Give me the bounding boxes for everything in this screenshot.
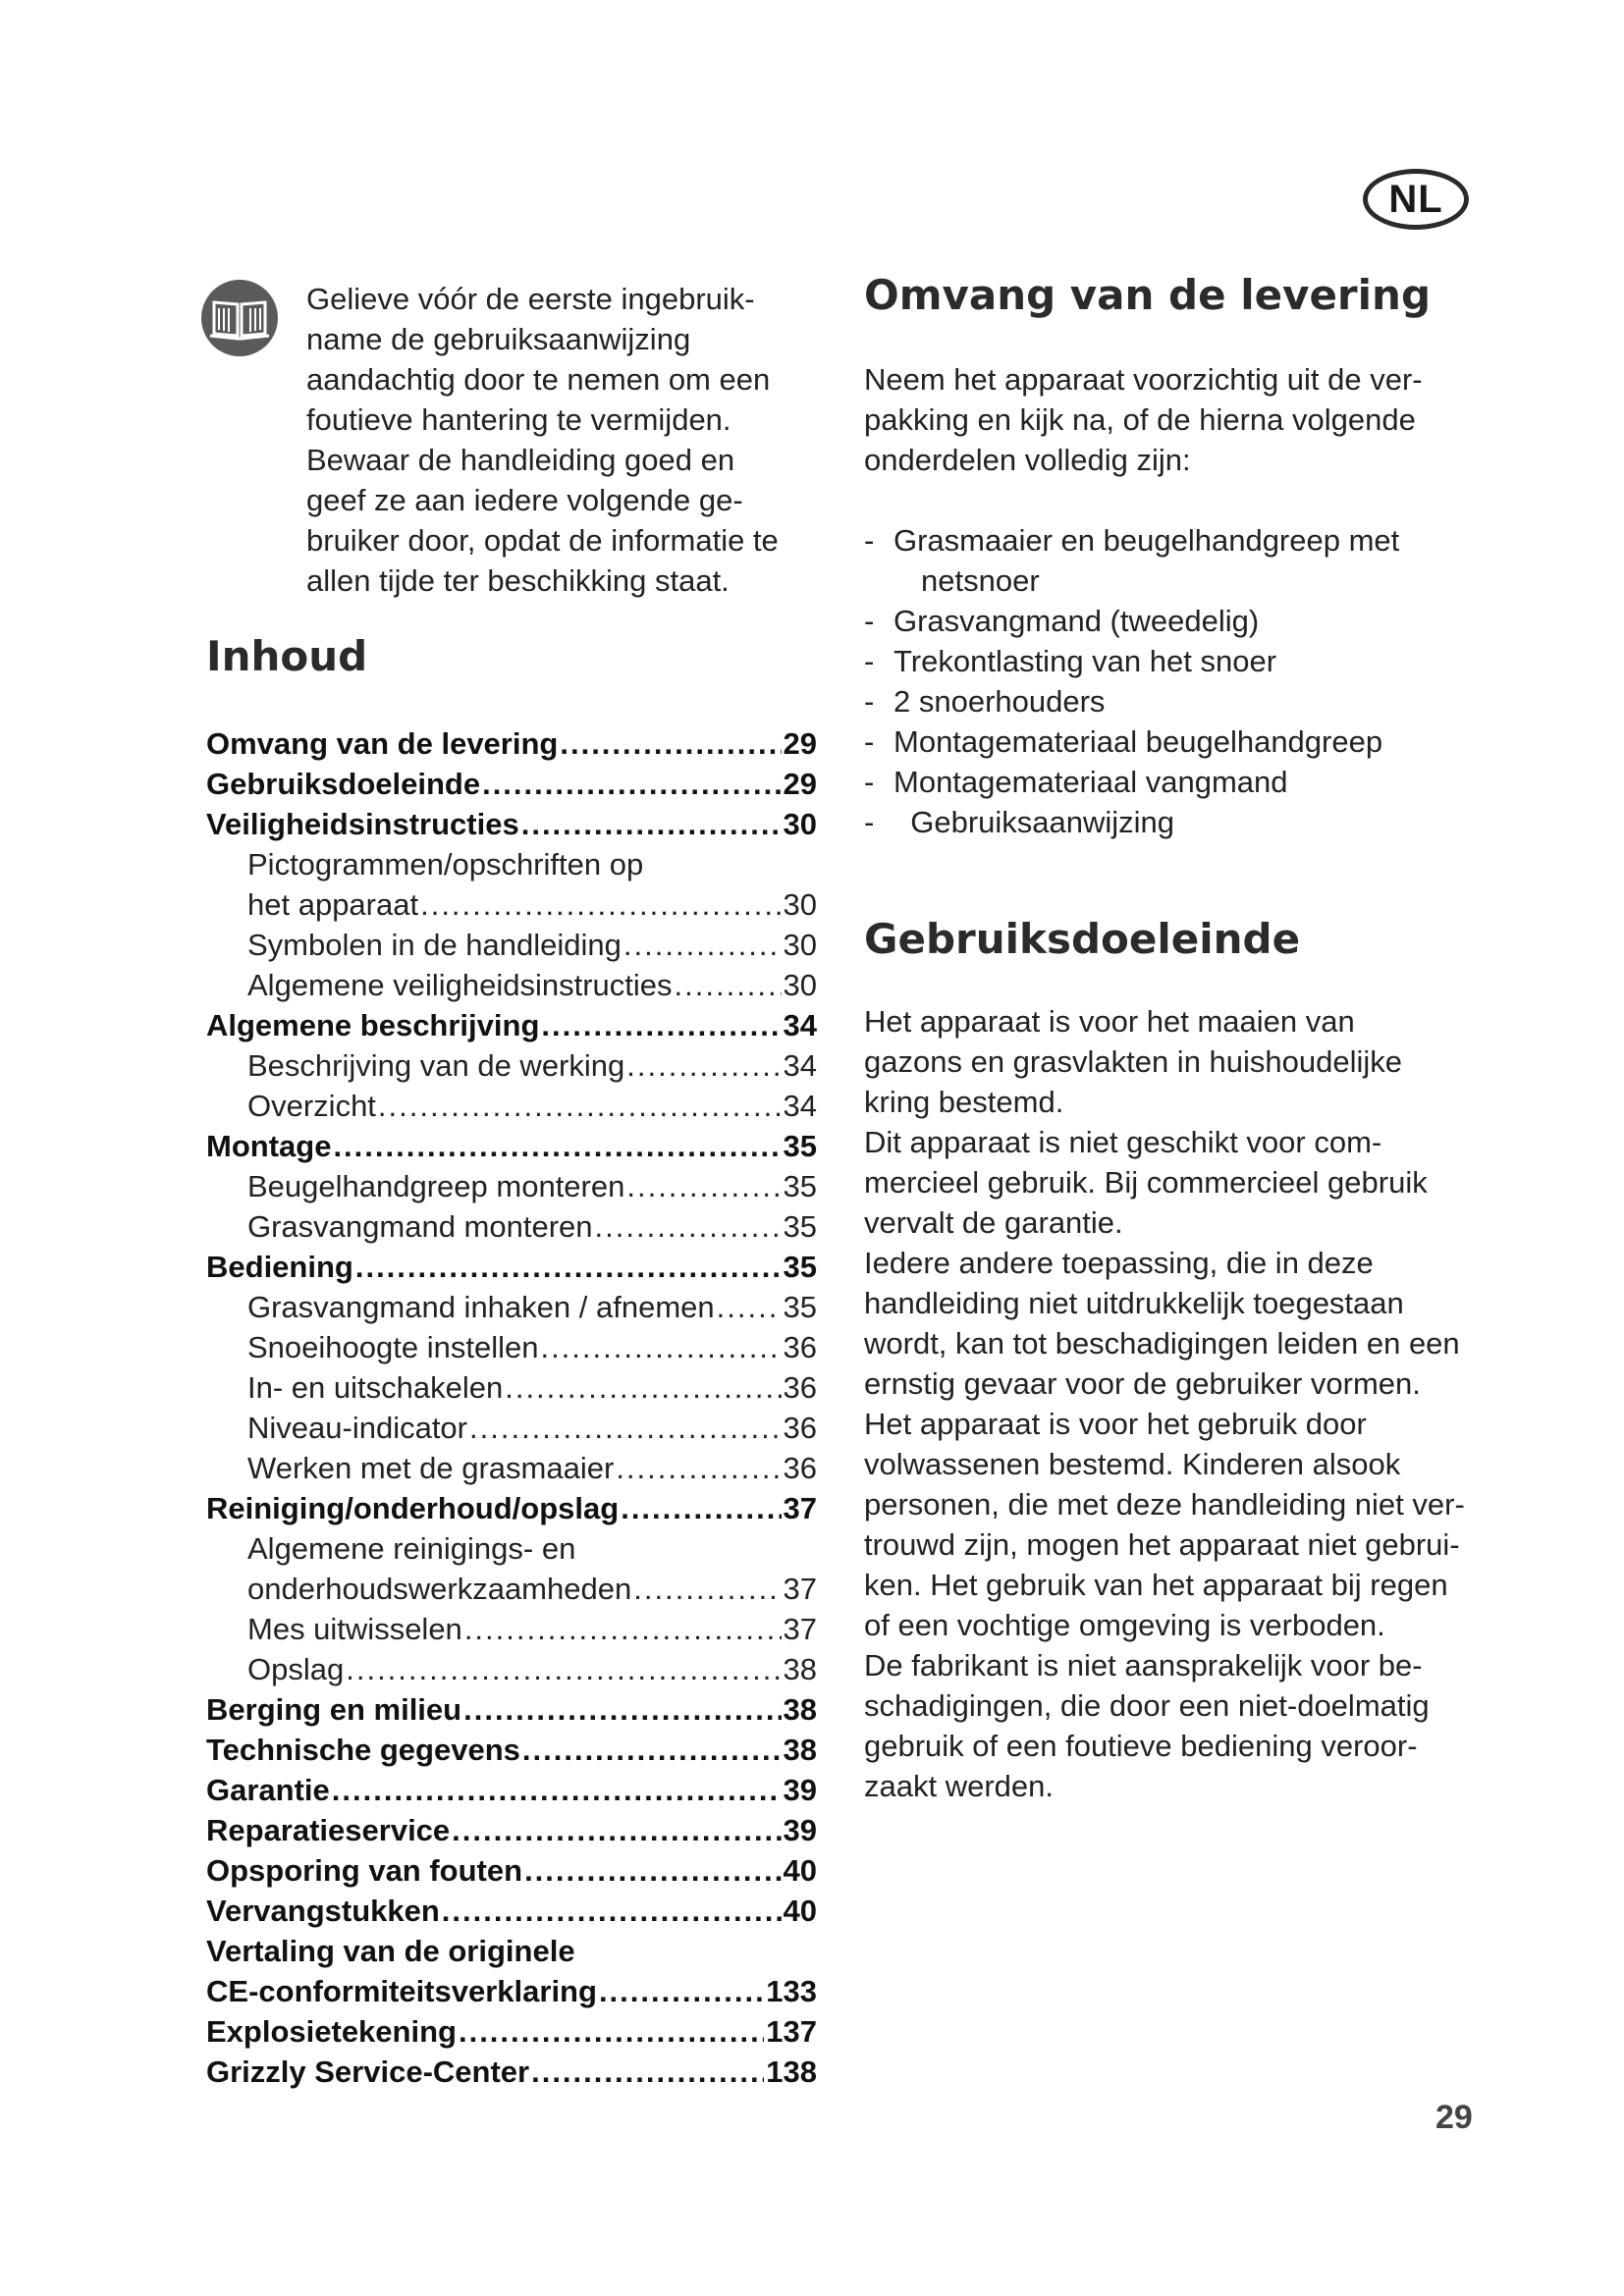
toc-leader-dots bbox=[599, 1971, 764, 2011]
toc-entry bbox=[206, 1488, 817, 1528]
usage-line: zaakt werden. bbox=[864, 1769, 1054, 1803]
usage-line: of een vochtige omgeving is verboden. bbox=[864, 1608, 1385, 1642]
toc-entry bbox=[206, 2052, 817, 2092]
list-bullet: - bbox=[864, 724, 875, 759]
toc-entry bbox=[206, 804, 817, 844]
toc-entry bbox=[206, 1891, 817, 1931]
toc-leader-dots bbox=[333, 1126, 781, 1166]
toc-entry-label: Vervangstukken bbox=[206, 1894, 440, 1928]
toc-entry bbox=[206, 2011, 817, 2052]
list-bullet: - bbox=[864, 523, 875, 558]
delivery-list-item bbox=[864, 721, 1492, 762]
toc-leader-dots bbox=[521, 804, 782, 844]
toc-entry bbox=[206, 1609, 817, 1649]
list-bullet: - bbox=[864, 684, 875, 719]
usage-line: Dit apparaat is niet geschikt voor com- bbox=[864, 1125, 1382, 1159]
toc-entry-page: 34 bbox=[783, 1089, 817, 1123]
toc-leader-dots bbox=[464, 1609, 782, 1649]
toc-leader-dots bbox=[531, 2052, 764, 2092]
toc-entry-page: 36 bbox=[783, 1370, 817, 1405]
toc-entry-page: 37 bbox=[783, 1612, 817, 1646]
toc-entry-label: Opsporing van fouten bbox=[206, 1853, 523, 1888]
toc-entry bbox=[206, 1166, 817, 1206]
delivery-item-text: Grasmaaier en beugelhandgreep met bbox=[893, 523, 1400, 558]
delivery-intro-line: pakking en kijk na, of de hierna volgende bbox=[864, 402, 1416, 437]
toc-leader-dots bbox=[541, 1005, 781, 1045]
toc-entry-label: CE-conformiteitsverklaring bbox=[206, 1974, 597, 2008]
delivery-intro bbox=[864, 359, 1492, 480]
toc-entry-label: Veiligheidsinstructies bbox=[206, 807, 519, 841]
toc-entry-page: 133 bbox=[766, 1974, 817, 2008]
toc-entry bbox=[206, 1931, 817, 1971]
toc-entry bbox=[206, 1206, 817, 1247]
delivery-list-item bbox=[864, 762, 1492, 802]
delivery-intro-line: Neem het apparaat voorzichtig uit de ver- bbox=[864, 362, 1423, 397]
toc-entry-label: het apparaat bbox=[247, 887, 419, 922]
toc-entry-label: Snoeihoogte instellen bbox=[247, 1330, 539, 1364]
toc-entry-page: 38 bbox=[783, 1652, 817, 1686]
toc-entry-page: 30 bbox=[783, 887, 817, 922]
delivery-list bbox=[864, 520, 1492, 842]
delivery-item-text: Gebruiksaanwijzing bbox=[893, 805, 1175, 839]
toc-entry-label: Pictogrammen/opschriften op bbox=[247, 847, 644, 881]
toc-entry-page: 40 bbox=[783, 1853, 817, 1888]
intro-line: name de gebruiksaanwijzing bbox=[306, 322, 691, 356]
toc-entry-page: 38 bbox=[783, 1692, 817, 1727]
usage-line: handleiding niet uitdrukkelijk toegestaan bbox=[864, 1286, 1404, 1320]
toc-leader-dots bbox=[621, 1488, 781, 1528]
toc-leader-dots bbox=[452, 1810, 781, 1850]
toc-entry-label: Opslag bbox=[247, 1652, 345, 1686]
toc-entry-label: In- en uitschakelen bbox=[247, 1370, 504, 1405]
toc-entry-page: 35 bbox=[783, 1250, 817, 1284]
delivery-list-item bbox=[864, 681, 1492, 721]
toc-leader-dots bbox=[459, 2011, 764, 2052]
usage-line: ken. Het gebruik van het apparaat bij regen bbox=[864, 1568, 1448, 1602]
toc-entry-page: 34 bbox=[783, 1008, 817, 1042]
delivery-intro-line: onderdelen volledig zijn: bbox=[864, 443, 1191, 477]
toc-entry-label: Gebruiksdoeleinde bbox=[206, 767, 481, 801]
toc-entry bbox=[206, 1971, 817, 2011]
toc-leader-dots bbox=[595, 1206, 782, 1247]
toc-entry bbox=[206, 1086, 817, 1126]
toc-entry-page: 36 bbox=[783, 1411, 817, 1445]
list-bullet: - bbox=[864, 805, 875, 839]
toc-entry-label: Montage bbox=[206, 1129, 332, 1163]
toc-leader-dots bbox=[420, 884, 781, 925]
toc-leader-dots bbox=[332, 1770, 782, 1810]
usage-line: mercieel gebruik. Bij commercieel gebruik bbox=[864, 1165, 1428, 1200]
intro-line: Gelieve vóór de eerste ingebruik- bbox=[306, 282, 755, 316]
toc-entry-page: 37 bbox=[783, 1491, 817, 1525]
toc-entry-page: 35 bbox=[783, 1169, 817, 1203]
delivery-item-text: Montagemateriaal vangmand bbox=[893, 765, 1288, 799]
toc-entry bbox=[206, 1569, 817, 1609]
toc-entry-label: Grasvangmand monteren bbox=[247, 1209, 593, 1244]
usage-line: schadigingen, die door een niet-doelmatig bbox=[864, 1688, 1430, 1723]
toc-entry-page: 39 bbox=[783, 1813, 817, 1847]
intro-line: allen tijde ter beschikking staat. bbox=[306, 563, 730, 598]
toc-leader-dots bbox=[540, 1327, 781, 1367]
usage-line: Het apparaat is voor het maaien van bbox=[864, 1004, 1355, 1039]
toc-entry-label: Symbolen in de handleiding bbox=[247, 928, 622, 962]
delivery-item-text: Montagemateriaal beugelhandgreep bbox=[893, 724, 1383, 759]
toc-entry-label: Beschrijving van de werking bbox=[247, 1048, 625, 1083]
toc-leader-dots bbox=[522, 1730, 782, 1770]
toc-entry bbox=[206, 1810, 817, 1850]
toc-entry-label: Niveau-indicator bbox=[247, 1411, 467, 1445]
toc-entry-label: Grizzly Service-Center bbox=[206, 2055, 530, 2089]
toc-entry bbox=[206, 1408, 817, 1448]
toc-entry-label: Algemene reinigings- en bbox=[247, 1531, 576, 1566]
usage-line: volwassenen bestemd. Kinderen alsook bbox=[864, 1447, 1401, 1481]
toc-entry bbox=[206, 1448, 817, 1488]
usage-paragraph bbox=[864, 1001, 1492, 1806]
toc-leader-dots bbox=[675, 965, 782, 1005]
toc-entry bbox=[206, 723, 817, 764]
delivery-list-item bbox=[864, 641, 1492, 681]
usage-title: Gebruiksdoeleinde bbox=[864, 915, 1301, 963]
usage-line: Het apparaat is voor het gebruik door bbox=[864, 1407, 1367, 1441]
intro-line: geef ze aan iedere volgende ge- bbox=[306, 483, 743, 517]
toc-leader-dots bbox=[616, 1448, 781, 1488]
delivery-item-text: Trekontlasting van het snoer bbox=[893, 644, 1277, 678]
toc-entry-label: Reparatieservice bbox=[206, 1813, 451, 1847]
toc-entry-page: 37 bbox=[783, 1572, 817, 1606]
delivery-title: Omvang van de levering bbox=[864, 271, 1432, 319]
toc-leader-dots bbox=[560, 723, 781, 764]
usage-line: De fabrikant is niet aansprakelijk voor be- bbox=[864, 1648, 1423, 1682]
list-bullet: - bbox=[864, 644, 875, 678]
toc-entry bbox=[206, 1126, 817, 1166]
toc-entry-label: Berging en milieu bbox=[206, 1692, 462, 1727]
toc-entry bbox=[206, 1327, 817, 1367]
toc-entry bbox=[206, 1045, 817, 1086]
toc-entry bbox=[206, 1649, 817, 1689]
usage-line: Iedere andere toepassing, die in deze bbox=[864, 1246, 1374, 1280]
list-bullet: - bbox=[864, 604, 875, 638]
toc-entry bbox=[206, 1287, 817, 1327]
delivery-list-item bbox=[864, 802, 1492, 842]
toc-entry bbox=[206, 1247, 817, 1287]
usage-line: gazons en grasvlakten in huishoudelijke bbox=[864, 1044, 1403, 1079]
intro-paragraph bbox=[306, 279, 837, 601]
toc-entry-label: Bediening bbox=[206, 1250, 353, 1284]
toc-leader-dots bbox=[633, 1569, 781, 1609]
toc-leader-dots bbox=[524, 1850, 781, 1891]
toc-leader-dots bbox=[717, 1287, 782, 1327]
toc-entry bbox=[206, 764, 817, 804]
intro-line: Bewaar de handleiding goed en bbox=[306, 443, 735, 477]
toc-entry-page: 34 bbox=[783, 1048, 817, 1083]
toc-entry bbox=[206, 884, 817, 925]
toc-entry-page: 35 bbox=[783, 1290, 817, 1324]
toc-entry-page: 36 bbox=[783, 1330, 817, 1364]
intro-line: aandachtig door te nemen om een bbox=[306, 362, 771, 397]
toc-entry-label: Vertaling van de originele bbox=[206, 1934, 575, 1968]
intro-line: bruiker door, opdat de informatie te bbox=[306, 523, 779, 558]
usage-line: vervalt de garantie. bbox=[864, 1205, 1123, 1240]
toc-entry-label: Technische gegevens bbox=[206, 1733, 520, 1767]
toc-entry-page: 138 bbox=[766, 2055, 817, 2089]
toc-entry bbox=[206, 1528, 817, 1569]
toc-entry-page: 29 bbox=[783, 767, 817, 801]
delivery-item-text: Grasvangmand (tweedelig) bbox=[893, 604, 1260, 638]
toc-entry bbox=[206, 1689, 817, 1730]
page-number: 29 bbox=[1435, 2099, 1473, 2136]
toc-entry-page: 30 bbox=[783, 807, 817, 841]
usage-line: kring bestemd. bbox=[864, 1085, 1064, 1119]
toc-entry-label: Beugelhandgreep monteren bbox=[247, 1169, 625, 1203]
toc-entry bbox=[206, 965, 817, 1005]
toc-leader-dots bbox=[482, 764, 781, 804]
toc-leader-dots bbox=[626, 1045, 781, 1086]
open-book-icon bbox=[200, 279, 279, 357]
table-of-contents bbox=[206, 723, 817, 2092]
toc-entry-label: Mes uitwisselen bbox=[247, 1612, 462, 1646]
toc-leader-dots bbox=[442, 1891, 782, 1931]
toc-entry bbox=[206, 1770, 817, 1810]
list-bullet: - bbox=[864, 765, 875, 799]
toc-entry-page: 39 bbox=[783, 1773, 817, 1807]
toc-entry-label: Explosietekening bbox=[206, 2014, 457, 2049]
intro-line: foutieve hantering te vermijden. bbox=[306, 402, 731, 437]
toc-leader-dots bbox=[463, 1689, 781, 1730]
toc-entry-page: 40 bbox=[783, 1894, 817, 1928]
toc-leader-dots bbox=[346, 1649, 781, 1689]
usage-line: trouwd zijn, mogen het apparaat niet gebrui- bbox=[864, 1527, 1460, 1562]
toc-entry-page: 35 bbox=[783, 1129, 817, 1163]
toc-leader-dots bbox=[355, 1247, 782, 1287]
usage-line: ernstig gevaar voor de gebruiker vormen. bbox=[864, 1366, 1421, 1401]
toc-entry-page: 36 bbox=[783, 1451, 817, 1485]
toc-entry-page: 35 bbox=[783, 1209, 817, 1244]
usage-line: gebruik of een foutieve bediening veroor- bbox=[864, 1729, 1418, 1763]
toc-entry bbox=[206, 1850, 817, 1891]
usage-line: personen, die met deze handleiding niet ver- bbox=[864, 1487, 1465, 1522]
toc-entry-page: 30 bbox=[783, 968, 817, 1002]
toc-entry-label: Algemene beschrijving bbox=[206, 1008, 540, 1042]
toc-entry-label: Omvang van de levering bbox=[206, 726, 559, 761]
toc-entry bbox=[206, 1367, 817, 1408]
usage-line: wordt, kan tot beschadigingen leiden en een bbox=[864, 1326, 1460, 1361]
toc-entry-page: 30 bbox=[783, 928, 817, 962]
toc-leader-dots bbox=[378, 1086, 782, 1126]
toc-entry-label: onderhoudswerkzaamheden bbox=[247, 1572, 632, 1606]
toc-entry bbox=[206, 1730, 817, 1770]
toc-entry-page: 29 bbox=[783, 726, 817, 761]
toc-entry bbox=[206, 1005, 817, 1045]
toc-entry-label: Reiniging/onderhoud/opslag bbox=[206, 1491, 620, 1525]
toc-entry-label: Grasvangmand inhaken / afnemen bbox=[247, 1290, 715, 1324]
toc-entry-label: Overzicht bbox=[247, 1089, 376, 1123]
delivery-item-text: netsnoer bbox=[921, 563, 1040, 598]
toc-entry bbox=[206, 844, 817, 884]
delivery-item-text: 2 snoerhouders bbox=[893, 684, 1106, 719]
toc-entry bbox=[206, 925, 817, 965]
delivery-list-item bbox=[864, 601, 1492, 641]
toc-entry-label: Werken met de grasmaaier bbox=[247, 1451, 615, 1485]
toc-entry-page: 38 bbox=[783, 1733, 817, 1767]
toc-entry-label: Algemene veiligheidsinstructies bbox=[247, 968, 673, 1002]
toc-leader-dots bbox=[623, 925, 782, 965]
toc-leader-dots bbox=[505, 1367, 781, 1408]
toc-title: Inhoud bbox=[206, 632, 368, 680]
toc-entry-label: Garantie bbox=[206, 1773, 330, 1807]
toc-leader-dots bbox=[469, 1408, 782, 1448]
language-badge: NL bbox=[1363, 169, 1469, 230]
toc-leader-dots bbox=[626, 1166, 781, 1206]
delivery-list-item bbox=[864, 520, 1492, 601]
toc-entry-page: 137 bbox=[766, 2014, 817, 2049]
